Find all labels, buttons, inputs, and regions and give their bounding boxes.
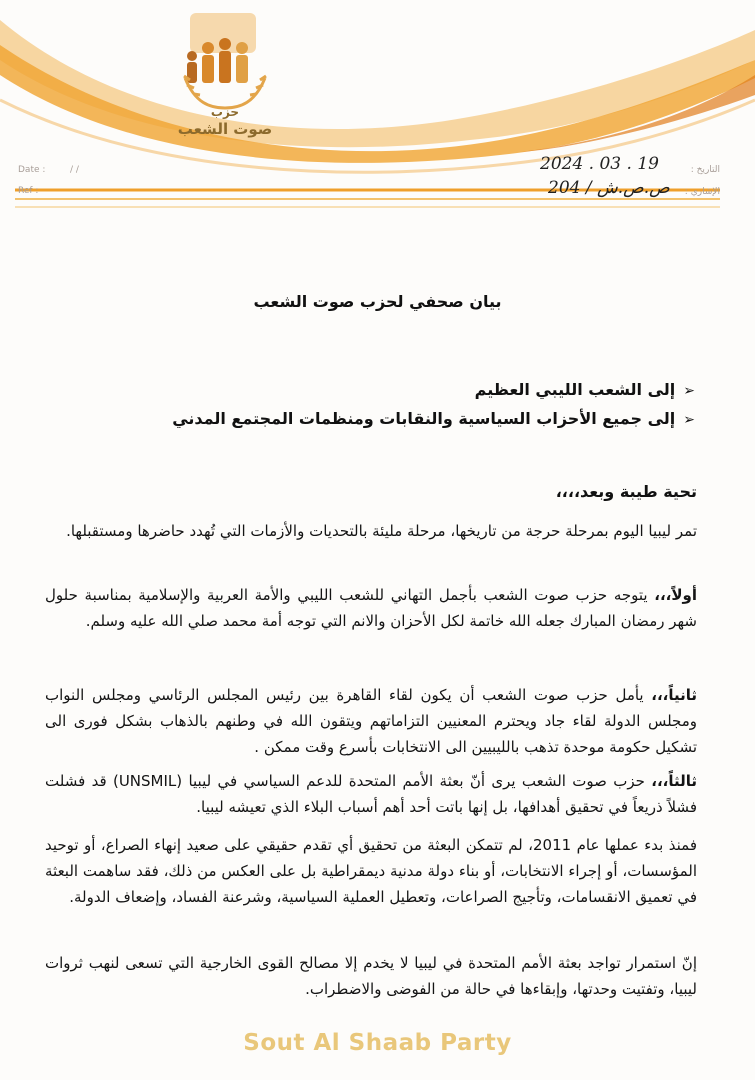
handwritten-ref: 204 / ص.ص.ش — [548, 178, 670, 198]
party-name-line2: صوت الشعب — [177, 120, 273, 138]
party-name — [150, 104, 300, 138]
paragraph-lead: ثانياً،،، — [651, 686, 697, 704]
paragraph-text: يتوجه حزب صوت الشعب بأجمل التهاني للشعب الليبي والأمة العربية والإسلامية بمناسبة حلول شهر رمضان المبارك جعله الله خاتمة لكل الأحزان والانم التي توجه أمة محمد صلي الله عليه وسلم. — [45, 586, 697, 630]
recipient-text: إلى جميع الأحزاب السياسية والنقابات ومنظمات المجتمع المدني — [172, 409, 676, 428]
ref-label-en: Ref : — [18, 186, 39, 196]
party-name-line1: حزب — [210, 105, 240, 119]
date-label-ar: التاريخ : — [690, 165, 720, 175]
paragraph-lead: ثالثاً،،، — [651, 772, 697, 790]
paragraph-fourth: فمنذ بدء عملها عام 2011، لم تتمكن البعثة من تحقيق أي تقدم حقيقي على صعيد إنهاء الصراع، أو توحيد المؤسسات، أو إجراء الانتخابات، أو بناء دولة مدنية ديمقراطية بل على العكس من ذلك، فقد ساهمت البعثة في تعميق الانقسامات، وتأجيج الصراعات، وتعطيل العملية السياسية، وشرعنة الفساد، وإضعاف الدولة. — [45, 836, 697, 906]
ref-label-ar: الإشاري : — [684, 187, 720, 197]
paragraph-second — [45, 682, 697, 760]
recipient-text: إلى الشعب الليبي العظيم — [474, 380, 676, 399]
intro-paragraph: تمر ليبيا اليوم بمرحلة حرجة من تاريخها، مرحلة مليئة بالتحديات والأزمات التي تُهدد حاضرها ومستقبلها. — [66, 522, 697, 540]
recipient-item — [475, 380, 695, 399]
arrow-bullet-icon: ➢ — [683, 383, 695, 399]
paragraph-third — [45, 768, 697, 820]
date-slashes: / / — [70, 165, 79, 175]
paragraph-text: حزب صوت الشعب يرى أنّ بعثة الأمم المتحدة للدعم السياسي في ليبيا (UNSMIL) قد فشلت فشلاً ذريعاً في تحقيق أهدافها، بل إنها باتت أحد أهم أسباب البلاء الذي تعيشه ليبيا. — [45, 772, 697, 816]
paragraph-first — [45, 582, 697, 634]
greeting: تحية طيبة وبعد،،،، — [555, 482, 697, 501]
recipient-item — [172, 409, 695, 428]
document-title: بيان صحفي لحزب صوت الشعب — [253, 292, 502, 311]
date-label-en: Date : — [18, 165, 46, 175]
paragraph-text: يأمل حزب صوت الشعب أن يكون لقاء القاهرة بين رئيس المجلس الرئاسي ومجلس النواب ومجلس الدولة لقاء جاد ويحترم المعنيين التزاماتهم ويتقون الله في وطنهم بالذهاب بشكل فورى الى تشكيل حكومة موحدة تذهب بالليبيين الى الانتخابات بأسرع وقت ممكن . — [45, 686, 697, 756]
footer-party-name: Sout Al Shaab Party — [243, 1030, 512, 1056]
arrow-bullet-icon: ➢ — [683, 412, 695, 428]
paragraph-lead: أولاً،،، — [654, 586, 697, 604]
paragraph-fifth: إنّ استمرار تواجد بعثة الأمم المتحدة في ليبيا لا يخدم إلا مصالح القوى الخارجية التي تسعى لنهب ثروات ليبيا، وتفتيت وحدتها، وإبقاءها في حالة من الفوضى والاضطراب. — [45, 954, 697, 998]
handwritten-date: 2024 . 03 . 19 — [540, 154, 659, 174]
